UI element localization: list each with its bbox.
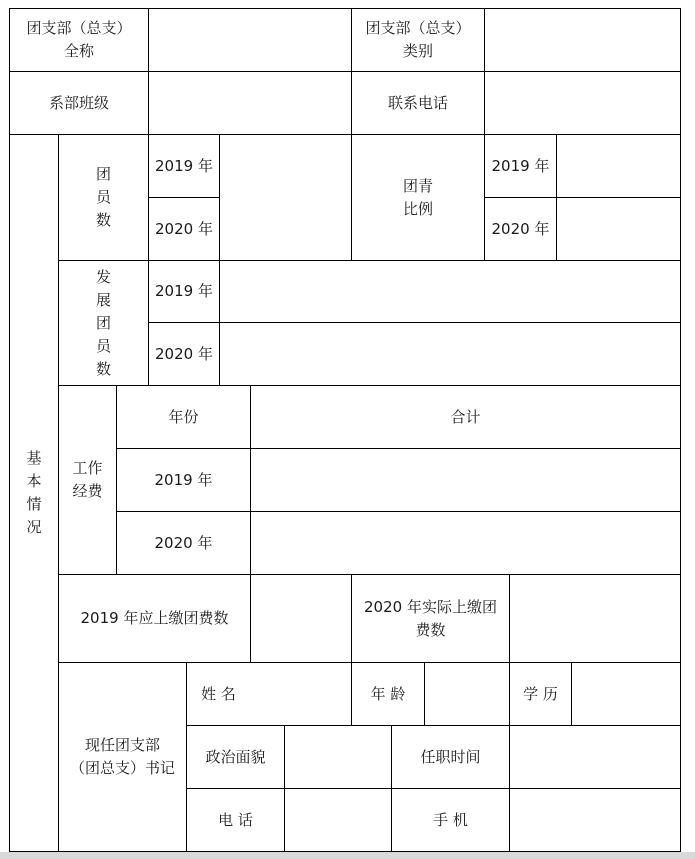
page-bottom-edge [0,852,695,859]
member-count-2020-label: 2020 年 [155,219,213,238]
branch-category-field[interactable] [485,9,680,71]
member-count-label: 团 员 数 [95,165,111,229]
member-count-2020-field[interactable] [220,198,351,260]
education-label: 学 历 [523,684,558,703]
developed-2020-label: 2020 年 [155,344,213,363]
fee-due-2019-label: 2019 年应上缴团费数 [80,609,229,627]
age-label: 年 龄 [370,684,406,703]
branch-category-label: 团支部（总支） 类别 [365,19,471,60]
developed-2019-label: 2019 年 [155,282,213,300]
age-field[interactable] [425,663,509,725]
political-status-label: 政治面貌 [205,747,266,766]
term-time-label: 任职时间 [420,747,481,766]
political-status-field[interactable] [285,726,391,788]
funds-2020-field[interactable] [251,512,680,574]
member-count-2019-label: 2019 年 [155,156,213,175]
department-class-label: 系部班级 [48,93,109,112]
basic-info-label: 基 本 情 况 [26,449,42,536]
funds-2020-label: 2020 年 [154,533,213,552]
developed-2020-field[interactable] [220,323,680,385]
phone-label: 电 话 [218,810,253,829]
department-class-field[interactable] [149,72,351,134]
ratio-2019-field[interactable] [557,135,680,197]
league-youth-ratio-label: 团青 比例 [402,176,433,218]
member-count-2019-field[interactable] [220,135,351,197]
name-field[interactable] [251,663,351,725]
mobile-label: 手 机 [433,810,468,829]
current-secretary-label: 现任团支部 （团总支）书记 [69,736,175,777]
funds-2019-field[interactable] [251,449,680,511]
education-field[interactable] [572,663,680,725]
funds-year-header: 年份 [168,407,199,426]
funds-total-header: 合计 [450,407,481,426]
work-funds-label: 工作 经费 [72,459,103,500]
funds-2019-label: 2019 年 [154,470,213,489]
fee-paid-2020-field[interactable] [510,575,680,662]
phone-field[interactable] [285,789,391,851]
ratio-2020-label: 2020 年 [491,219,550,238]
ratio-2019-label: 2019 年 [491,156,550,175]
term-time-field[interactable] [510,726,680,788]
table-border [680,8,681,852]
ratio-2020-field[interactable] [557,198,680,260]
fee-paid-2020-label: 2020 年实际上缴团 费数 [364,597,497,639]
mobile-field[interactable] [510,789,680,851]
branch-full-name-field[interactable] [149,9,351,71]
fee-due-2019-field[interactable] [251,575,351,662]
branch-full-name-label: 团支部（总支） 全称 [26,19,132,60]
developed-2019-field[interactable] [220,261,680,322]
contact-phone-field[interactable] [485,72,680,134]
developed-members-label: 发 展 团 员 数 [95,267,111,378]
contact-phone-label: 联系电话 [387,93,448,112]
name-label: 姓 名 [201,684,236,703]
